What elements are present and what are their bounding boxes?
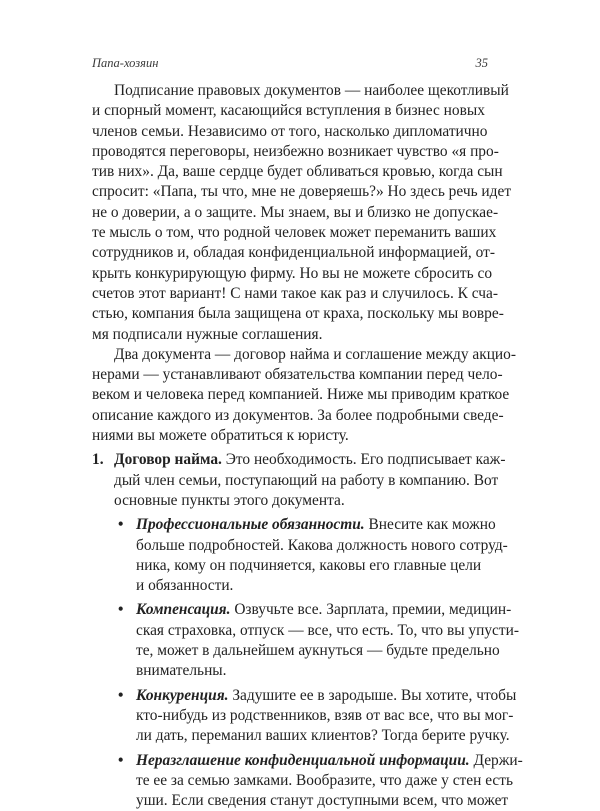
text-line: и спорный момент, касающийся вступления в бизнес новых: [92, 101, 492, 121]
text-line: кто-нибудь из родственников, взяв от вас все, что вы мог-: [92, 706, 492, 726]
text-line: те мысль о том, что родной человек может переманить ваших: [92, 223, 492, 243]
bullet-item: [92, 600, 492, 681]
text-line: тив них». Да, ваше сердце будет обливаться кровью, когда сын: [92, 162, 492, 182]
running-title: Папа-хозяин: [92, 56, 158, 71]
paragraph-1: [92, 81, 492, 345]
bullet-icon: •: [118, 751, 123, 771]
text-line: дый член семьи, поступающий на работу в компанию. Вот: [92, 471, 492, 491]
list-item-first-line: [92, 450, 492, 470]
text-line: внимательны.: [92, 661, 492, 681]
text-line: спросит: «Папа, ты что, мне не доверяешь?» Но здесь речь идет: [92, 182, 492, 202]
text-line: и обязанности.: [92, 576, 492, 596]
bullet-term: Неразглашение конфиденциальной информации.: [136, 752, 470, 769]
bullet-first-line: [92, 515, 492, 535]
text-line: те ее за семью замками. Вообразите, что даже у стен есть: [92, 771, 492, 791]
text-line: основные пункты этого документа.: [92, 491, 492, 511]
bullet-item: [92, 686, 492, 747]
bullet-term: Компенсация.: [136, 601, 230, 618]
text-line: больше подробностей. Какова должность нового сотруд-: [92, 536, 492, 556]
text-line: ниями вы можете обратиться к юристу.: [92, 426, 492, 446]
bullet-icon: •: [118, 600, 123, 620]
text-line: сотрудников и, обладая конфиденциальной информацией, от-: [92, 243, 492, 263]
bullet-icon: •: [118, 515, 123, 535]
bullet-item: [92, 751, 492, 811]
bullet-first-line: [92, 686, 492, 706]
text-line: не о доверии, а о защите. Мы знаем, вы и близко не допускае-: [92, 203, 492, 223]
text-line: стью, компания была защищена от краха, поскольку мы вовре-: [92, 304, 492, 324]
bullet-text: Держи-: [470, 752, 523, 769]
list-item-text: Это необходимость. Его подписывает каж-: [222, 451, 506, 468]
list-item-employment-contract: [92, 450, 492, 511]
text-line: те, может в дальнейшем аукнуться — будьте предельно: [92, 641, 492, 661]
bullet-first-line: [92, 751, 492, 771]
bullet-first-line: [92, 600, 492, 620]
text-line: Два документа — договор найма и соглашение между акцио-: [92, 345, 492, 365]
text-line: ли дать, переманил ваших клиентов? Тогда берите ручку.: [92, 726, 492, 746]
text-line: веком и человека перед компанией. Ниже мы приводим краткое: [92, 385, 492, 405]
text-line: членов семьи. Независимо от того, насколько дипломатично: [92, 122, 492, 142]
text-line: нерами — устанавливают обязательства компании перед чело-: [92, 365, 492, 385]
text-line: уши. Если сведения станут доступными всем, что может: [92, 791, 492, 811]
bullet-term: Конкуренция.: [136, 687, 229, 704]
text-line: ская страховка, отпуск — все, что есть. То, что вы упусти-: [92, 621, 492, 641]
list-item-title: Договор найма.: [114, 451, 222, 468]
text-line: мя подписали нужные соглашения.: [92, 325, 492, 345]
bullet-text: Озвучьте все. Зарплата, премии, медицин-: [230, 601, 511, 618]
bullet-text: Задушите ее в зародыше. Вы хотите, чтобы: [229, 687, 517, 704]
bullet-icon: •: [118, 686, 123, 706]
body-text: [92, 81, 492, 811]
text-line: ника, кому он подчиняется, каковы его главные цели: [92, 556, 492, 576]
bullet-text: Внесите как можно: [365, 516, 496, 533]
text-line: счетов этот вариант! С нами такое как раз и случилось. К сча-: [92, 284, 492, 304]
page-number: 35: [476, 56, 489, 71]
text-line: крыть конкурирующую фирму. Но вы не можете сбросить со: [92, 264, 492, 284]
list-number: 1.: [92, 450, 104, 470]
paragraph-2: [92, 345, 492, 446]
text-line: описание каждого из документов. За более подробными сведе-: [92, 406, 492, 426]
bullet-term: Профессиональные обязанности.: [136, 516, 365, 533]
text-line: Подписание правовых документов — наиболее щекотливый: [92, 81, 492, 101]
text-line: проводятся переговоры, неизбежно возникает чувство «я про-: [92, 142, 492, 162]
bullet-item: [92, 515, 492, 596]
